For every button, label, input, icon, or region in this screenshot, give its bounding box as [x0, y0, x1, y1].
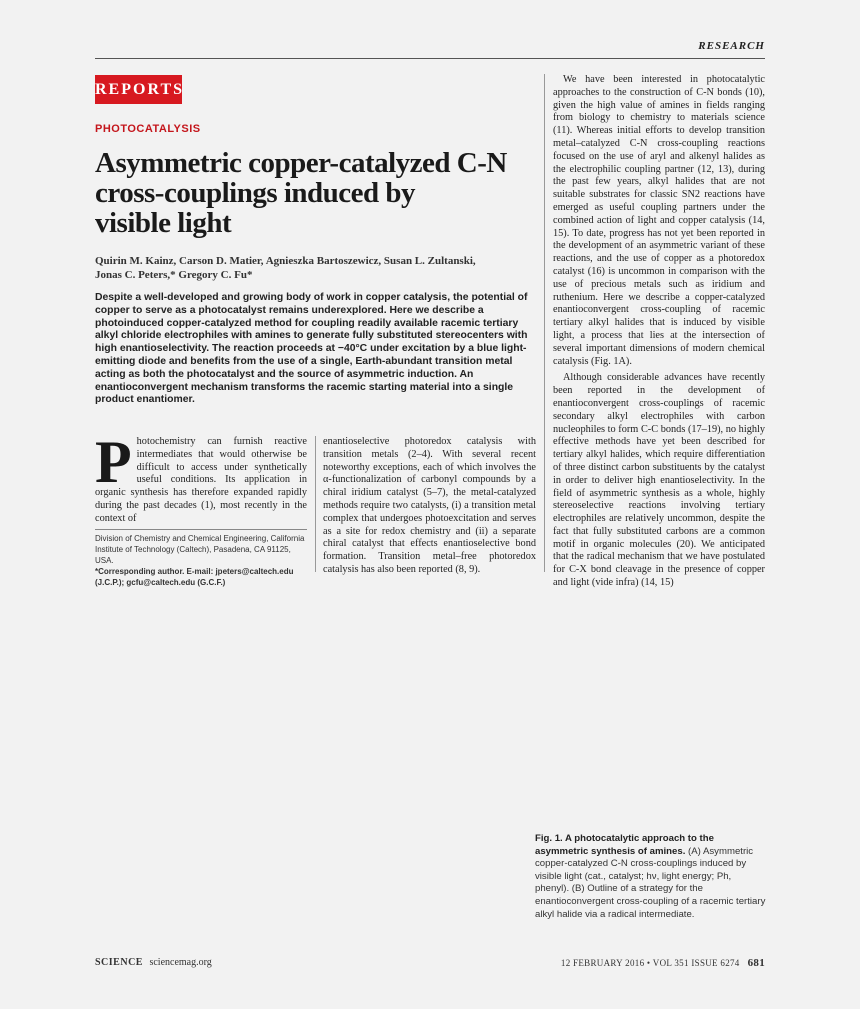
figure-caption [535, 833, 766, 921]
title-line-1: Asymmetric copper-catalyzed C-N [95, 147, 507, 179]
abstract: Despite a well-developed and growing body of work in copper catalysis, the potential of copper to serve as a photocatalyst remains underexplored. Here we describe a photoinduced copper-catalyzed method for coupling readily available racemic tertiary alkyl chloride electrophiles with amines to generate fully substituted stereocenters with high enantioselectivity. The reaction proceeds at −40°C under excitation by a blue light-emitting diode and benefits from the use of a single, Earth-abundant transition metal acting as both the photocatalyst and the source of asymmetric induction. An enantioconvergent mechanism transforms the racemic starting material into a single product enantiomer. [95, 292, 528, 406]
affiliation-rule [95, 529, 307, 530]
authors-line-2: Jonas C. Peters,* Gregory C. Fu* [95, 269, 253, 281]
page-number: 681 [747, 957, 765, 969]
journal-name: SCIENCE [95, 957, 143, 968]
authors-line-1: Quirin M. Kainz, Carson D. Matier, Agnieszka Bartoszewicz, Susan L. Zultanski, [95, 255, 476, 267]
title-line-3: visible light [95, 207, 232, 239]
body-column-1 [95, 429, 307, 526]
caption-text: (A) Asymmetric copper-catalyzed C-N cross-couplings induced by visible light (cat., catalyst; hν, light energy; Ph, phenyl). (B) Outline of a strategy for the enantioconvergent cross-coupling of a racemic tertiary alkyl halide via a radical intermediate. [535, 845, 766, 920]
journal-site[interactable]: sciencemag.org [149, 957, 212, 968]
running-head: RESEARCH [698, 40, 765, 52]
header-rule [95, 58, 765, 59]
issue-info: 12 FEBRUARY 2016 • VOL 351 ISSUE 6274 [560, 958, 740, 968]
article-title [95, 148, 515, 238]
column-divider [544, 74, 545, 572]
reports-badge: REPORTS [95, 75, 182, 104]
corresponding-author: *Corresponding author. E-mail: jpeters@caltech.edu (J.C.P.); gcfu@caltech.edu (G.C.F.) [95, 567, 294, 587]
column-2-paragraph: enantioselective photoredox catalysis with transition metals (2–4). With several recent noteworthy exceptions, each of which involves the α-functionalization of carbonyl compounds by a chiral iridium catalyst (5–7), the metal-catalyzed methods require two catalysts, (i) a transition metal complex that undergoes photoexcitation and serves as a site for redox chemistry and (ii) a separate chiral catalyst that effects enantioselective bond formation. Transition metal–free photoredox catalysis has also been reported (8, 9). [323, 436, 536, 575]
body-column-3 [553, 74, 765, 590]
column-divider [315, 436, 316, 572]
affiliation-block [95, 533, 310, 588]
author-list [95, 254, 515, 282]
title-line-2: cross-couplings induced by [95, 177, 416, 209]
footer-left [95, 957, 212, 968]
category-label: PHOTOCATALYSIS [95, 123, 201, 135]
drop-cap: P [95, 429, 132, 495]
column-3-paragraph-2: Although considerable advances have recently been reported in the development of enantioconvergent cross-couplings of racemic secondary alkyl electrophiles with carbon nucleophiles to form C-C bonds (17–19), no highly effective methods have yet been described for tertiary alkyl halides, which require differentiation of three distinct carbon substituents by the catalyst in order to deliver high enantioselectivity. In the field of asymmetric synthesis as a whole, highly stereoselective reactions involving tertiary electrophiles are relatively uncommon, despite the fact that fully substituted carbons are a common motif in organic molecules (20). We anticipated that the radical mechanism that we have postulated for C-X bond cleavage in the presence of copper and light (vide infra) (14, 15) [553, 372, 765, 589]
body-column-2 [323, 436, 536, 577]
footer-right [561, 957, 765, 969]
intro-paragraph: hotochemistry can furnish reactive intermediates that would otherwise be difficult to access under synthetically useful conditions. Its application in organic synthesis has therefore expanded rapidly during the past decades (1), most recently in the context of [95, 436, 307, 524]
caption-label: Fig. 1. A photocatalytic approach to the asymmetric synthesis of amines. [535, 833, 714, 857]
column-3-paragraph-1: We have been interested in photocatalytic approaches to the construction of C-N bonds (10), given the high value of amines in fields ranging from biology to chemistry to materials science (11). Whereas initial efforts to develop transition metal–catalyzed C-N cross-coupling reactions focused on the use of aryl and alkenyl halides as the electrophilic coupling partner (12, 13), during the past few years, alkyl halides that are not suitable substrates for classic SN2 reactions have emerged as useful coupling partners under the combined action of light and copper catalysis (14, 15). To date, progress has not yet been reported in the development of an asymmetric variant of these reactions, and the use of copper as a photoredox catalyst (16) is uncommon in comparison with the use of precious metals such as iridium and ruthenium. Here we describe a copper-catalyzed enantioconvergent cross-coupling of racemic tertiary alkyl halides that is induced by visible light, a process that lies at the intersection of several important dimensions of modern chemical catalysis (Fig. 1A). [553, 74, 765, 367]
affiliation: Division of Chemistry and Chemical Engineering, California Institute of Technology (Caltech), Pasadena, CA 91125, USA. [95, 534, 305, 565]
